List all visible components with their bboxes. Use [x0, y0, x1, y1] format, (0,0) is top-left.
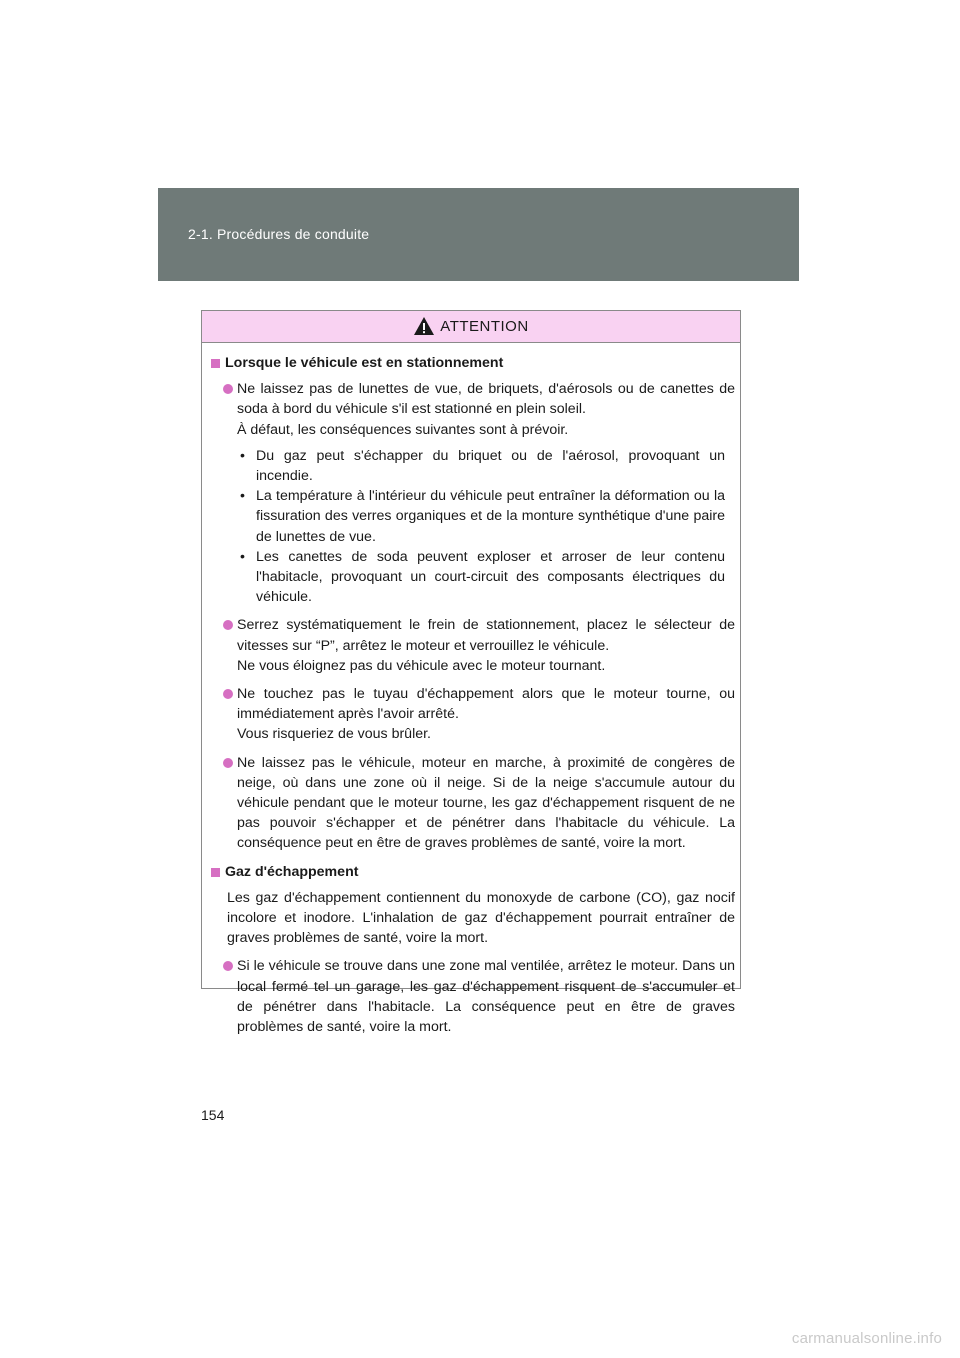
- attention-header: [202, 311, 740, 343]
- list-item: [223, 753, 735, 854]
- item-text-2: Vous risqueriez de vous brûler.: [237, 726, 432, 743]
- list-item: [223, 684, 735, 745]
- item-text: Ne touchez pas le tuyau d'échappement alors que le moteur tourne, ou immédiatement après l'avoir arrêté.: [237, 686, 735, 723]
- sub-item: • La température à l'intérieur du véhicule peut entraîner la déformation ou la fissuration des verres organiques et de la monture synthétique d'une paire de lunettes de vue.: [237, 486, 725, 547]
- attention-content: [202, 343, 740, 1037]
- sub-list: [237, 446, 725, 608]
- item-text: Serrez systématiquement le frein de stationnement, placez le sélecteur de vitesses sur “P”, arrêtez le moteur et verrouillez le véhicule.: [237, 617, 735, 654]
- circle-bullet-icon: [223, 620, 233, 630]
- section-title: 2-1. Procédures de conduite: [188, 226, 370, 242]
- circle-bullet-icon: [223, 961, 233, 971]
- attention-title: ATTENTION: [440, 318, 529, 335]
- item-text: Si le véhicule se trouve dans une zone mal ventilée, arrêtez le moteur. Dans un local fermé tel un garage, les gaz d'échappement risquent de s'accumuler et de pénétrer dans l'habitacle. La conséquence peut en être de graves problèmes de santé, voire la mort.: [237, 958, 735, 1036]
- section-heading: Gaz d'échappement: [211, 862, 735, 882]
- small-bullet-icon: •: [240, 447, 245, 464]
- sub-item: • Du gaz peut s'échapper du briquet ou de l'aérosol, provoquant un incendie.: [237, 446, 725, 486]
- section-intro: Les gaz d'échappement contiennent du monoxyde de carbone (CO), gaz nocif incolore et inodore. L'inhalation de gaz d'échappement pourrait entraîner de graves problèmes de santé, voire la mort.: [227, 889, 735, 947]
- item-text: Ne laissez pas de lunettes de vue, de briquets, d'aérosols ou de canettes de soda à bord du véhicule s'il est stationné en plein soleil.: [237, 381, 735, 418]
- warning-triangle-icon: [413, 316, 435, 336]
- circle-bullet-icon: [223, 758, 233, 768]
- item-text: Ne laissez pas le véhicule, moteur en marche, à proximité de congères de neige, où dans une zone où il neige. Si de la neige s'accumule autour du véhicule pendant que le moteur tourne, les gaz d'échappement risquent de ne pas pouvoir s'échapper et de pénétrer dans l'habitacle du véhicule. La conséquence peut en être de graves problèmes de santé, voire la mort.: [237, 754, 735, 852]
- sub-item: • Les canettes de soda peuvent exploser et arroser de leur contenu l'habitacle, provoquant un court-circuit des composants électriques du véhicule.: [237, 547, 725, 608]
- small-bullet-icon: •: [240, 548, 245, 565]
- square-bullet-icon: [211, 359, 220, 368]
- small-bullet-icon: •: [240, 488, 245, 505]
- item-text-2: Ne vous éloignez pas du véhicule avec le moteur tournant.: [237, 657, 606, 674]
- list-item: [223, 615, 735, 676]
- circle-bullet-icon: [223, 384, 233, 394]
- item-text-2: À défaut, les conséquences suivantes sont à prévoir.: [237, 421, 569, 438]
- attention-box: [201, 310, 741, 1036]
- circle-bullet-icon: [223, 689, 233, 699]
- page-number: 154: [201, 1107, 225, 1123]
- square-bullet-icon: [211, 868, 220, 877]
- list-item: [223, 379, 735, 607]
- watermark: carmanualsonline.info: [791, 1330, 942, 1347]
- section-heading: Lorsque le véhicule est en stationnement: [211, 353, 735, 373]
- section-header-band: [158, 188, 799, 281]
- list-item: [223, 956, 735, 1037]
